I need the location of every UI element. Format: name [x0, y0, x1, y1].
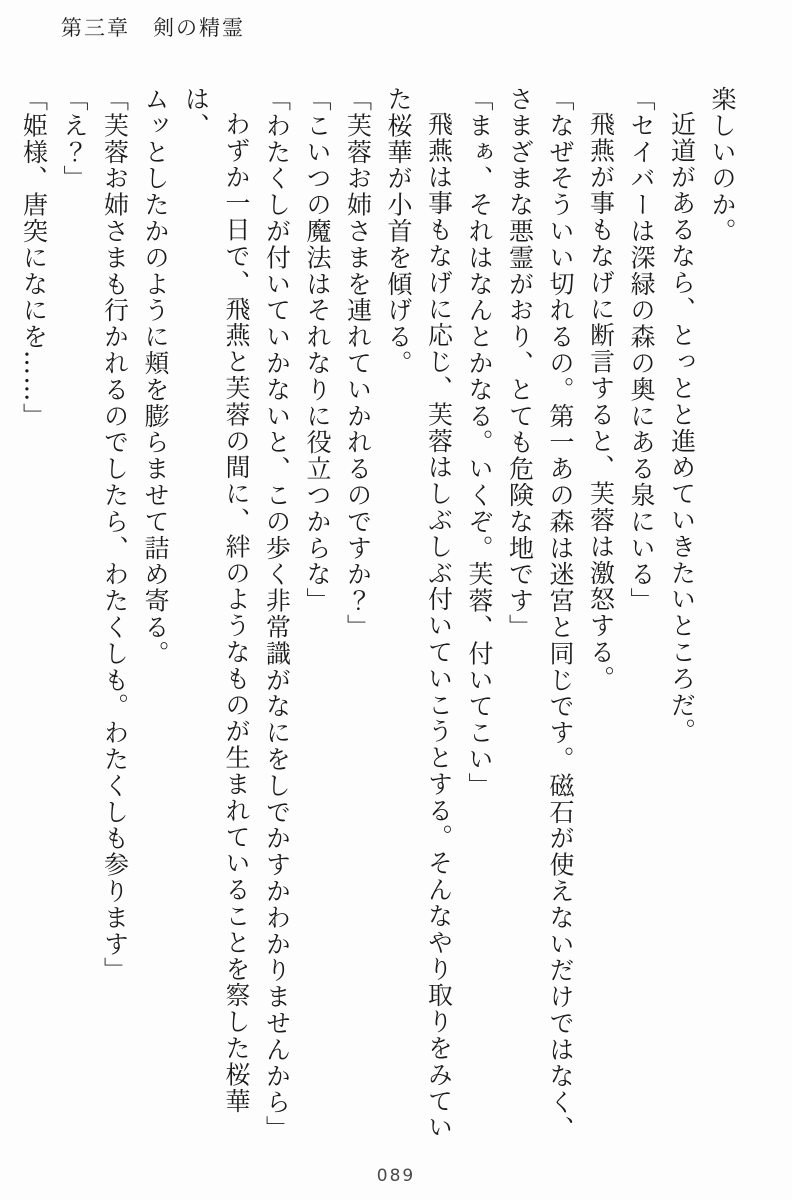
text-column: 近道があるなら、とっとと進めていきたいところだ。: [667, 111, 697, 745]
text-column: 「まぁ、それはなんとかなる。いくぞ。芙蓉、付いてこい」: [465, 86, 494, 799]
page-number: 089: [376, 1166, 416, 1186]
text-column: 「芙蓉お姉さまも行かれるのでしたら、わたくしも。わたくしも参ります」: [100, 86, 130, 984]
chapter-heading: 第三章 剣の精霊: [61, 16, 245, 40]
text-column: わずか一日で、飛燕と芙蓉の間に、絆のようなものが生まれていることを察した桜華は、: [181, 86, 251, 1115]
text-column: 楽しいのか。: [708, 86, 737, 245]
text-column: さまざまな悪霊がおり、とても危険な地です」: [505, 86, 535, 641]
text-column: 「芙蓉お姉さまを連れていかれるのですか？」: [343, 86, 373, 641]
text-column: 「セイバーは深緑の森の奥にある泉にいる」: [627, 86, 656, 614]
text-column: 飛燕が事もなげに断言すると、芙蓉は激怒する。: [586, 111, 616, 692]
page-body-text: [13, 86, 742, 1166]
text-column: た桜華が小首を傾げる。: [384, 86, 413, 377]
text-column: ムッとしたかのように頬を膨らませて詰め寄る。: [141, 86, 170, 667]
text-column: 「え？」: [60, 86, 89, 192]
text-column: 「姫様、唐突になにを……」: [19, 86, 49, 430]
text-column: 「なぜそういい切れるの。第一あの森は迷宮と同じです。磁石が使えないだけではなく、: [546, 86, 575, 1142]
text-column: 「こいつの魔法はそれなりに役立つからな」: [303, 86, 332, 614]
text-column: 飛燕は事もなげに応じ、芙蓉はしぶしぶ付いていこうとする。そんなやり取りをみてい: [424, 111, 454, 1141]
text-column: 「わたくしが付いていかないと、この歩く非常識がなにをしでかすかわかりませんから」: [262, 86, 292, 1142]
